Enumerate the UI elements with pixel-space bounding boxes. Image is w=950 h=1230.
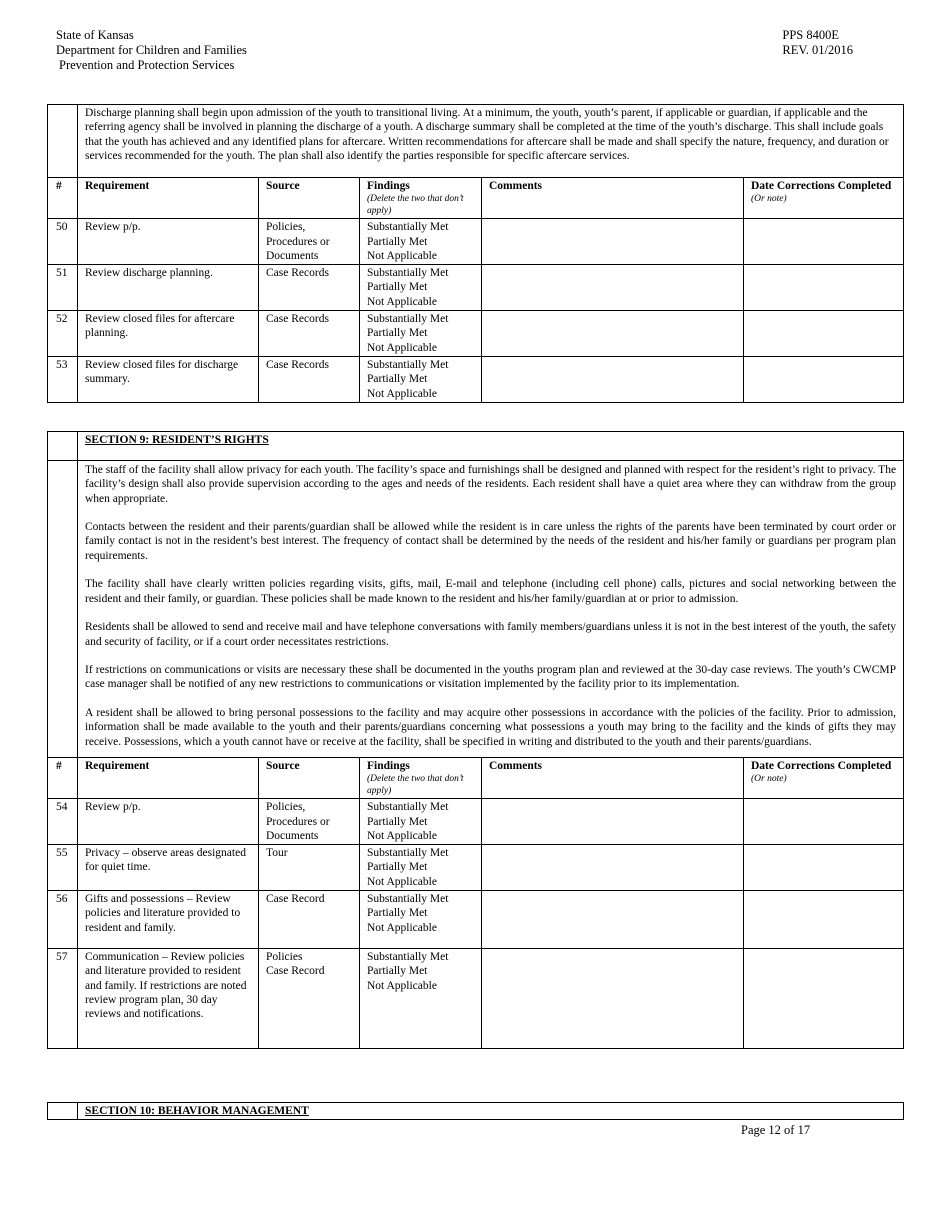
- header-department: Department for Children and Families: [56, 43, 247, 57]
- row-requirement: Gifts and possessions – Review policies and literature provided to resident and family.: [78, 891, 259, 949]
- finding-option[interactable]: Not Applicable: [367, 921, 437, 934]
- row-requirement: Review p/p.: [78, 799, 259, 845]
- header-revision: REV. 01/2016: [782, 43, 853, 57]
- finding-option[interactable]: Partially Met: [367, 281, 428, 294]
- col-comments-header: Comments: [482, 757, 744, 798]
- section8-table: [47, 104, 904, 403]
- row-comments[interactable]: [482, 265, 744, 311]
- row-source: [259, 265, 360, 311]
- finding-option[interactable]: Not Applicable: [367, 341, 437, 354]
- col-num-header: #: [48, 757, 78, 798]
- col-num-header: #: [48, 178, 78, 219]
- row-date[interactable]: [744, 845, 904, 891]
- table-row: [48, 949, 904, 1049]
- row-num: 55: [48, 845, 78, 891]
- col-source-header: Source: [259, 178, 360, 219]
- col-findings-header: [360, 757, 482, 798]
- row-findings[interactable]: [360, 799, 482, 845]
- row-findings[interactable]: [360, 949, 482, 1049]
- finding-option[interactable]: Substantially Met: [367, 358, 449, 371]
- section10-title-row: [48, 1103, 904, 1120]
- header-form-number: PPS 8400E: [782, 28, 839, 42]
- source-line: Case Records: [266, 358, 329, 371]
- row-findings[interactable]: [360, 845, 482, 891]
- finding-option[interactable]: Not Applicable: [367, 979, 437, 992]
- row-requirement: Review p/p.: [78, 219, 259, 265]
- col-findings-header: [360, 178, 482, 219]
- finding-option[interactable]: Partially Met: [367, 373, 428, 386]
- row-source: [259, 949, 360, 1049]
- findings-note: (Delete the two that don’t apply): [367, 774, 464, 797]
- findings-note: (Delete the two that don’t apply): [367, 194, 464, 217]
- row-source: [259, 311, 360, 357]
- date-note: (Or note): [751, 774, 787, 785]
- row-findings[interactable]: [360, 891, 482, 949]
- section9-title-row: [48, 432, 904, 461]
- section9-intro: [78, 461, 904, 758]
- date-note: (Or note): [751, 194, 787, 205]
- findings-label: Findings: [367, 759, 410, 772]
- col-comments-header: Comments: [482, 178, 744, 219]
- row-requirement: Review closed files for discharge summary.: [78, 356, 259, 402]
- intro-paragraph: If restrictions on communications or visits are necessary these shall be documented in the youths program plan and reviewed at the 30-day case reviews. The youth’s CWCMP case manager shall be notified of any new restrictions to communications or visitation implemented by the facility prior to its implementation.: [85, 664, 897, 691]
- table-row: [48, 845, 904, 891]
- row-source: [259, 891, 360, 949]
- intro-paragraph: A resident shall be allowed to bring personal possessions to the facility and may acquire other possessions in accordance with the policies of the facility. Prior to admission, information shall be made available to the youth and their parents/guardians concerning what possessions a youth may bring to the facility and the kinds of gifts they may receive. Possessions, which a youth cannot have or receive at the facility, shall be specified in writing and distributed to the youth and their parents/guardians.: [85, 707, 897, 748]
- section9-title-cell: [78, 432, 904, 461]
- row-comments[interactable]: [482, 949, 744, 1049]
- column-header-row: [48, 178, 904, 219]
- table-row: [48, 219, 904, 265]
- row-requirement: Review discharge planning.: [78, 265, 259, 311]
- section9-table: [47, 431, 904, 1049]
- source-line: Policies,: [266, 801, 306, 814]
- row-comments[interactable]: [482, 311, 744, 357]
- page-header: [56, 28, 853, 104]
- row-findings[interactable]: [360, 265, 482, 311]
- source-line: Case Record: [266, 965, 325, 978]
- source-line: Documents: [266, 829, 319, 842]
- row-requirement: Communication – Review policies and literature provided to resident and family. If restrictions are noted review program plan, 30 day reviews and notifications.: [78, 949, 259, 1049]
- header-state: State of Kansas: [56, 28, 134, 42]
- finding-option[interactable]: Partially Met: [367, 235, 428, 248]
- row-requirement: Privacy – observe areas designated for quiet time.: [78, 845, 259, 891]
- finding-option[interactable]: Substantially Met: [367, 893, 449, 906]
- source-line: Case Records: [266, 267, 329, 280]
- source-line: Documents: [266, 249, 319, 262]
- row-num: 52: [48, 311, 78, 357]
- row-findings[interactable]: [360, 219, 482, 265]
- finding-option[interactable]: Partially Met: [367, 965, 428, 978]
- table-row: [48, 891, 904, 949]
- section8-intro-row: [48, 105, 904, 178]
- row-comments[interactable]: [482, 219, 744, 265]
- finding-option[interactable]: Partially Met: [367, 907, 428, 920]
- row-comments[interactable]: [482, 356, 744, 402]
- finding-option[interactable]: Not Applicable: [367, 295, 437, 308]
- page-number: Page 12 of 17: [741, 1123, 811, 1137]
- section9-title: SECTION 9: RESIDENT’S RIGHTS: [85, 434, 269, 446]
- section10-table: [47, 1102, 904, 1120]
- table-row: [48, 311, 904, 357]
- row-num: 54: [48, 799, 78, 845]
- finding-option[interactable]: Not Applicable: [367, 829, 437, 842]
- source-line: Policies,: [266, 221, 306, 234]
- row-source: [259, 219, 360, 265]
- intro-num-cell: [48, 461, 78, 758]
- row-num: 57: [48, 949, 78, 1049]
- title-num-cell: [48, 1103, 78, 1120]
- row-comments[interactable]: [482, 799, 744, 845]
- col-date-header: [744, 757, 904, 798]
- source-line: Case Record: [266, 893, 325, 906]
- row-date[interactable]: [744, 219, 904, 265]
- source-line: Tour: [266, 847, 288, 860]
- source-line: Policies: [266, 951, 303, 964]
- col-requirement-header: Requirement: [78, 757, 259, 798]
- table-row: [48, 356, 904, 402]
- row-num: 50: [48, 219, 78, 265]
- row-source: [259, 799, 360, 845]
- finding-option[interactable]: Substantially Met: [367, 313, 449, 326]
- intro-paragraph: Contacts between the resident and their parents/guardian shall be allowed while the resident is in care unless the rights of the parents have been terminated by court order or family contact is not in the resident’s best interest. The frequency of contact shall be determined by the needs of the resident and his/her family or guardians per program plan requirements.: [85, 521, 897, 562]
- finding-option[interactable]: Substantially Met: [367, 847, 449, 860]
- title-num-cell: [48, 432, 78, 461]
- finding-option[interactable]: Substantially Met: [367, 221, 449, 234]
- row-date[interactable]: [744, 891, 904, 949]
- row-num: 51: [48, 265, 78, 311]
- row-num: 53: [48, 356, 78, 402]
- findings-label: Findings: [367, 180, 410, 192]
- row-comments[interactable]: [482, 891, 744, 949]
- row-requirement: Review closed files for aftercare planning.: [78, 311, 259, 357]
- header-right: [782, 28, 853, 58]
- section10-title-cell: [78, 1103, 904, 1120]
- finding-option[interactable]: Partially Met: [367, 327, 428, 340]
- header-left: [56, 28, 247, 73]
- finding-option[interactable]: Substantially Met: [367, 801, 449, 814]
- row-source: [259, 845, 360, 891]
- finding-option[interactable]: Partially Met: [367, 815, 428, 828]
- date-label: Date Corrections Completed: [751, 180, 892, 192]
- column-header-row: [48, 757, 904, 798]
- source-line: Case Records: [266, 313, 329, 326]
- header-division: Prevention and Protection Services: [59, 58, 235, 72]
- finding-option[interactable]: Substantially Met: [367, 951, 449, 964]
- source-line: Procedures or: [266, 235, 330, 248]
- row-findings[interactable]: [360, 356, 482, 402]
- date-label: Date Corrections Completed: [751, 759, 892, 772]
- row-num: 56: [48, 891, 78, 949]
- finding-option[interactable]: Substantially Met: [367, 267, 449, 280]
- row-source: [259, 356, 360, 402]
- row-date[interactable]: [744, 799, 904, 845]
- finding-option[interactable]: Not Applicable: [367, 387, 437, 400]
- row-date[interactable]: [744, 265, 904, 311]
- intro-paragraph: Residents shall be allowed to send and receive mail and have telephone conversations with family members/guardians unless it is not in the best interest of the youth, the safety and security of facility, or if a court order necessitates restrictions.: [85, 621, 897, 648]
- table-row: [48, 265, 904, 311]
- intro-paragraph: The staff of the facility shall allow privacy for each youth. The facility’s space and furnishings shall be designed and planned with respect for the resident’s right to privacy. The facility’s design shall also provide supervision according to the ages and needs of the residents. Each resident shall have a quiet area where they can withdraw from the group when appropriate.: [85, 464, 897, 505]
- section8-intro: Discharge planning shall begin upon admission of the youth to transitional living. At a minimum, the youth, youth’s parent, if applicable or guardian, if applicable and the referring agency shall be involved in planning the discharge of a youth. A discharge summary shall be completed at the time of the youth’s discharge. This shall include goals that the youth has achieved and any identified plans for aftercare. Written recommendations for aftercare shall be made and shall specify the nature, frequency, and duration or services recommended for the youth. The plan shall also identify the parties responsible for specific aftercare services.: [78, 105, 904, 178]
- finding-option[interactable]: Not Applicable: [367, 875, 437, 888]
- col-requirement-header: Requirement: [78, 178, 259, 219]
- row-date[interactable]: [744, 356, 904, 402]
- section9-intro-row: [48, 461, 904, 758]
- row-date[interactable]: [744, 311, 904, 357]
- row-comments[interactable]: [482, 845, 744, 891]
- finding-option[interactable]: Partially Met: [367, 861, 428, 874]
- intro-paragraph: The facility shall have clearly written policies regarding visits, gifts, mail, E-mail and telephone (including cell phone) calls, pictures and social networking between the resident and their family, or guardian. These policies shall be made known to the resident and his/her family/guardian at or prior to admission.: [85, 578, 897, 605]
- finding-option[interactable]: Not Applicable: [367, 249, 437, 262]
- intro-num-cell: [48, 105, 78, 178]
- col-source-header: Source: [259, 757, 360, 798]
- source-line: Procedures or: [266, 815, 330, 828]
- row-findings[interactable]: [360, 311, 482, 357]
- table-row: [48, 799, 904, 845]
- section10-title: SECTION 10: BEHAVIOR MANAGEMENT: [85, 1105, 309, 1117]
- row-date[interactable]: [744, 949, 904, 1049]
- col-date-header: [744, 178, 904, 219]
